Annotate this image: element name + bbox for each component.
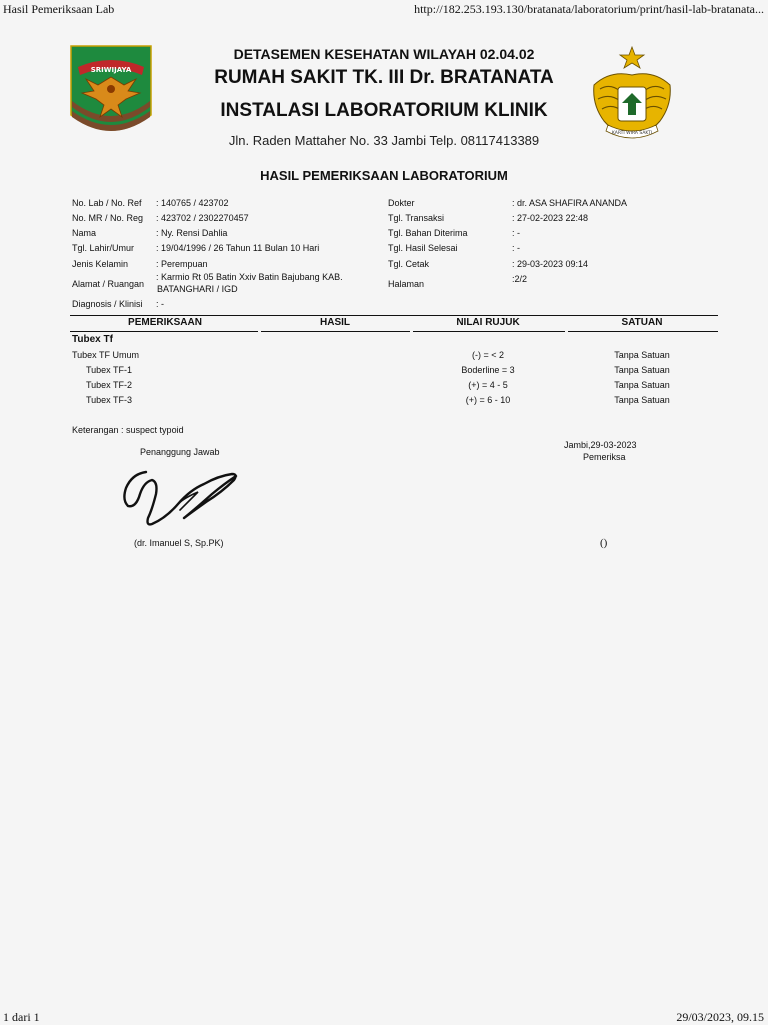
- test-name: Tubex TF Umum: [72, 350, 140, 360]
- print-datetime: 29/03/2023, 09.15: [676, 1010, 764, 1024]
- info-label: Tgl. Cetak: [388, 259, 430, 269]
- info-value-alamat-line2: BATANGHARI / IGD: [157, 284, 238, 294]
- info-label: No. Lab / No. Ref: [72, 198, 142, 208]
- handwritten-signature: [118, 460, 248, 530]
- results-table-header: [70, 315, 718, 331]
- info-value-dokter: : dr. ASA SHAFIRA ANANDA: [512, 198, 628, 208]
- info-value-no-mr: : 423702 / 2302270457: [156, 213, 249, 223]
- info-value-no-lab: : 140765 / 423702: [156, 198, 229, 208]
- info-value-jenis-kelamin: : Perempuan: [156, 259, 208, 269]
- test-name: Tubex TF-3: [86, 395, 133, 405]
- info-label: Tgl. Transaksi: [388, 213, 445, 223]
- print-page-title: Hasil Pemeriksaan Lab: [3, 2, 115, 16]
- test-satuan: Tanpa Satuan: [614, 395, 670, 405]
- svg-text:SRIWIJAYA: SRIWIJAYA: [90, 66, 132, 74]
- info-value-tgl-transaksi: : 27-02-2023 22:48: [512, 213, 589, 223]
- header-instalasi: INSTALASI LABORATORIUM KLINIK: [220, 100, 548, 121]
- test-group-title: Tubex Tf: [72, 334, 113, 345]
- info-label: Jenis Kelamin: [72, 259, 129, 269]
- info-value-halaman: :2/2: [512, 274, 528, 284]
- info-label: Tgl. Bahan Diterima: [388, 228, 468, 238]
- col-header-nilai-rujuk: NILAI RUJUK: [456, 317, 520, 328]
- col-header-satuan: SATUAN: [621, 317, 663, 328]
- header-detasemen: DETASEMEN KESEHATAN WILAYAH 02.04.02: [233, 46, 535, 62]
- test-nilai-rujuk: (-) = < 2: [471, 350, 504, 360]
- pemeriksa-date: Jambi,29-03-2023: [564, 440, 637, 450]
- info-label: Diagnosis / Klinisi: [72, 299, 143, 309]
- col-header-hasil: HASIL: [320, 317, 350, 328]
- keterangan-note: Keterangan : suspect typoid: [72, 425, 184, 435]
- info-label: Alamat / Ruangan: [72, 279, 145, 289]
- penanggung-jawab-title: Penanggung Jawab: [140, 447, 220, 457]
- svg-text:KARTI WIRA SAKTI: KARTI WIRA SAKTI: [611, 131, 653, 136]
- test-name: Tubex TF-1: [86, 365, 133, 375]
- info-value-nama: : Ny. Rensi Dahlia: [156, 228, 228, 238]
- header-hospital-name: RUMAH SAKIT TK. III Dr. BRATANATA: [214, 67, 554, 88]
- test-satuan: Tanpa Satuan: [614, 350, 670, 360]
- header-address: Jln. Raden Mattaher No. 33 Jambi Telp. 08117413389: [228, 133, 540, 148]
- test-nilai-rujuk: Boderline = 3: [461, 365, 515, 375]
- info-label: Dokter: [388, 198, 415, 208]
- info-value-alamat: : Karmio Rt 05 Batin Xxiv Batin Bajubang KAB.: [156, 272, 343, 282]
- print-url: http://182.253.193.130/bratanata/laboratorium/print/hasil-lab-bratanata...: [414, 2, 764, 16]
- print-page-count: 1 dari 1: [3, 1010, 40, 1024]
- test-nilai-rujuk: (+) = 4 - 5: [468, 380, 508, 390]
- test-satuan: Tanpa Satuan: [614, 380, 670, 390]
- penanggung-jawab-name: (dr. Imanuel S, Sp.PK): [134, 538, 224, 548]
- info-label: Halaman: [388, 279, 425, 289]
- info-value-tgl-hasil: : -: [512, 243, 520, 253]
- test-nilai-rujuk: (+) = 6 - 10: [465, 395, 511, 405]
- info-label: Nama: [72, 228, 97, 238]
- info-label: Tgl. Lahir/Umur: [72, 243, 135, 253]
- info-value-tgl-lahir: : 19/04/1996 / 26 Tahun 11 Bulan 10 Hari: [156, 243, 320, 253]
- col-header-pemeriksaan: PEMERIKSAAN: [128, 317, 202, 328]
- pemeriksa-name: (): [600, 537, 608, 549]
- info-value-tgl-bahan: : -: [512, 228, 520, 238]
- test-satuan: Tanpa Satuan: [614, 365, 670, 375]
- info-label: No. MR / No. Reg: [72, 213, 144, 223]
- test-name: Tubex TF-2: [86, 380, 133, 390]
- report-title: HASIL PEMERIKSAAN LABORATORIUM: [260, 168, 508, 183]
- pemeriksa-title: Pemeriksa: [583, 452, 626, 462]
- info-value-tgl-cetak: : 29-03-2023 09:14: [512, 259, 589, 269]
- info-label: Tgl. Hasil Selesai: [388, 243, 458, 253]
- info-value-diagnosis: : -: [156, 299, 164, 309]
